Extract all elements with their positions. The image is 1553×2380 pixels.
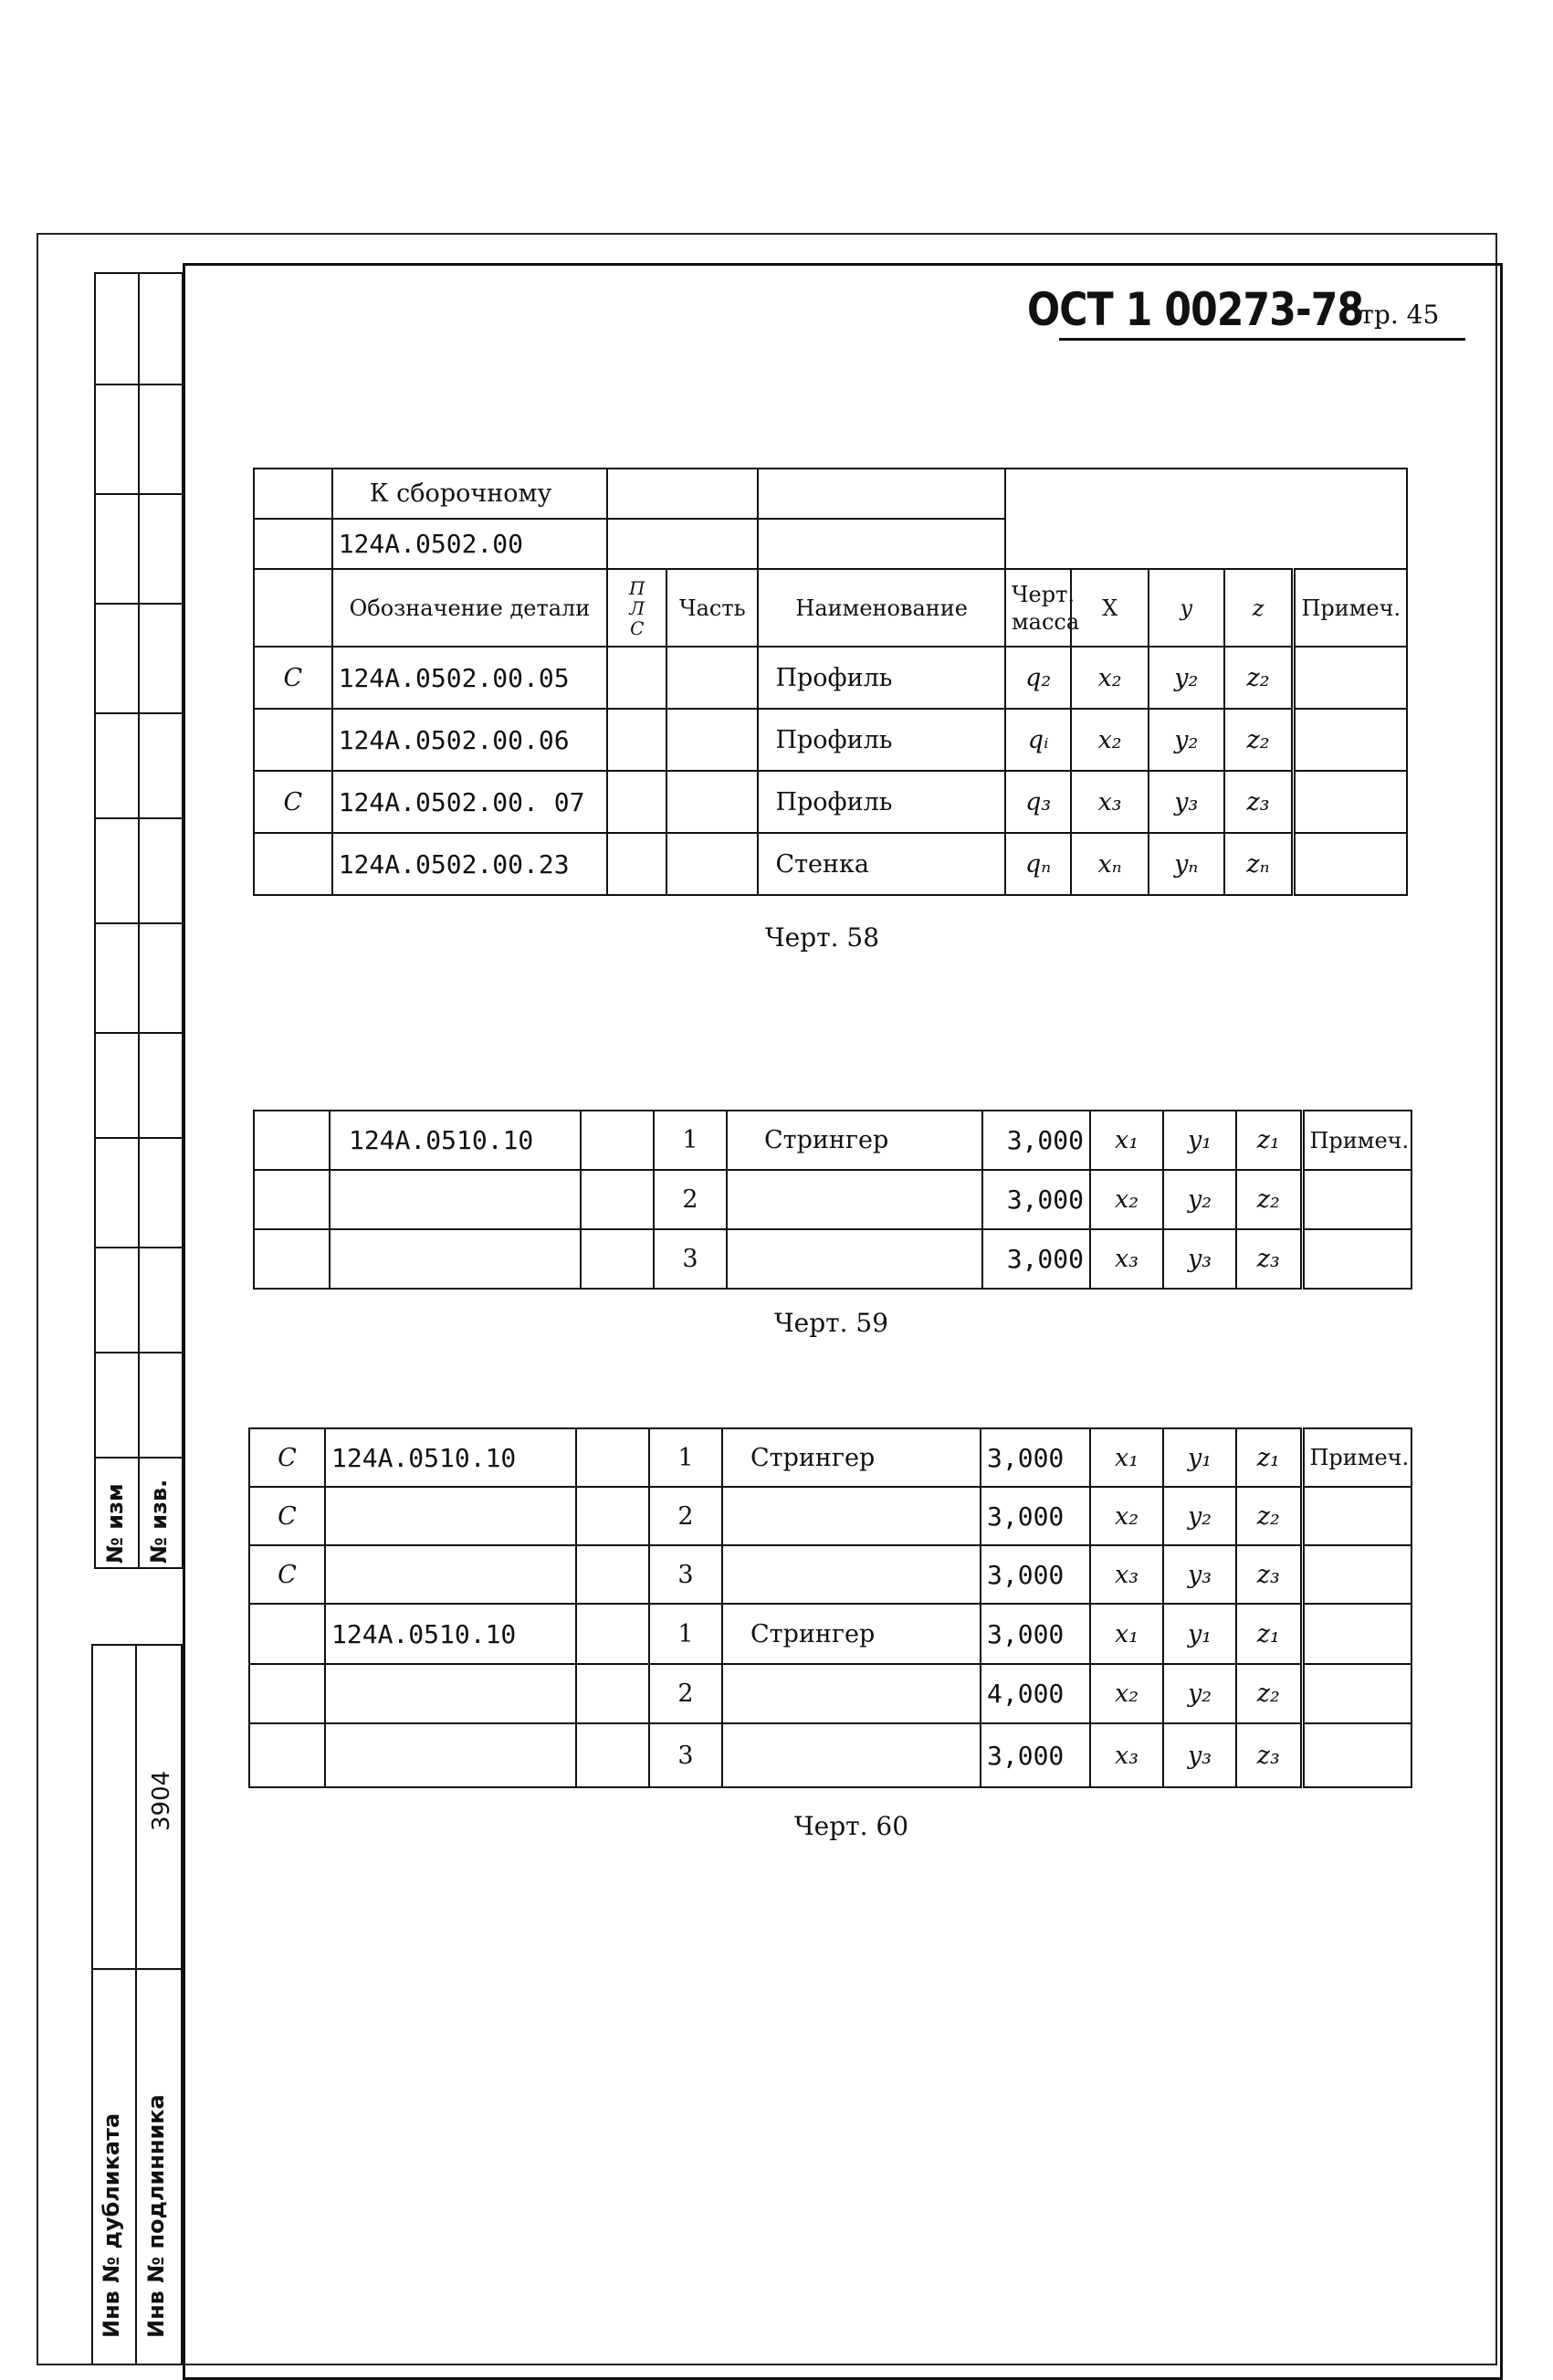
table-fig-60 <box>248 1427 1412 1788</box>
row-mark: С <box>254 771 332 833</box>
row-mass: 3,000 <box>982 1111 1090 1170</box>
row-y: y₂ <box>1163 1487 1236 1545</box>
row-code <box>325 1664 576 1723</box>
row-code: 124А.0502.00.05 <box>332 647 608 709</box>
row-name <box>722 1545 981 1604</box>
row-note: Примеч. <box>1302 1428 1411 1487</box>
row-name: Профиль <box>758 647 1005 709</box>
table-row <box>249 1604 1411 1664</box>
row-part: 3 <box>649 1545 722 1604</box>
row-mass: qᵢ <box>1005 709 1071 771</box>
row-x: x₃ <box>1090 1229 1163 1289</box>
row-z: z₃ <box>1236 1723 1302 1787</box>
row-mass: q₃ <box>1005 771 1071 833</box>
side-divider <box>94 384 184 385</box>
table-header-row <box>254 569 1407 647</box>
side-divider <box>94 817 184 819</box>
row-part: 2 <box>654 1170 727 1229</box>
row-part: 2 <box>649 1487 722 1545</box>
table-row <box>254 1170 1411 1229</box>
header-part: Часть <box>666 569 758 647</box>
side-divider <box>94 493 184 495</box>
side-stamp-column-2 <box>138 272 184 1569</box>
table-row <box>254 647 1407 709</box>
row-part: 1 <box>654 1111 727 1170</box>
row-x: xₙ <box>1071 833 1149 895</box>
row-x: x₂ <box>1071 709 1149 771</box>
row-x: x₃ <box>1090 1545 1163 1604</box>
side-divider <box>94 1032 184 1034</box>
side-divider <box>94 712 184 714</box>
row-code: 124А.0502.00.06 <box>332 709 608 771</box>
row-mass: qₙ <box>1005 833 1071 895</box>
table-row <box>249 1723 1411 1787</box>
side-izv-label: № изв. <box>146 1479 172 1564</box>
side-divider <box>94 1352 184 1353</box>
header-pls: П Л С <box>607 569 666 647</box>
row-z: z₁ <box>1236 1428 1302 1487</box>
row-name <box>722 1723 981 1787</box>
row-z: zₙ <box>1224 833 1294 895</box>
row-name <box>727 1229 982 1289</box>
row-code <box>330 1170 581 1229</box>
row-part: 2 <box>649 1664 722 1723</box>
table-row <box>254 1111 1411 1170</box>
row-x: x₂ <box>1090 1170 1163 1229</box>
side-inv-number: 3904 <box>148 1770 175 1831</box>
row-mark <box>254 709 332 771</box>
row-x: x₃ <box>1071 771 1149 833</box>
row-mass: 4,000 <box>981 1664 1090 1723</box>
row-x: x₃ <box>1090 1723 1163 1787</box>
caption-fig-58: Черт. 58 <box>765 922 880 953</box>
row-mass: 3,000 <box>981 1723 1090 1787</box>
row-x: x₁ <box>1090 1604 1163 1664</box>
row-mass: 3,000 <box>981 1604 1090 1664</box>
header-name: Наименование <box>758 569 1005 647</box>
side-divider <box>94 1457 184 1459</box>
row-mass: 3,000 <box>981 1428 1090 1487</box>
row-x: x₁ <box>1090 1428 1163 1487</box>
row-code: 124А.0510.10 <box>325 1604 576 1664</box>
row-code <box>325 1545 576 1604</box>
caption-fig-59: Черт. 59 <box>774 1308 889 1338</box>
row-mark <box>249 1723 325 1787</box>
standard-code: ОСТ 1 00273-78 <box>1027 283 1364 336</box>
row-z: z₂ <box>1236 1487 1302 1545</box>
row-mass: 3,000 <box>981 1487 1090 1545</box>
row-z: z₁ <box>1236 1111 1302 1170</box>
assembly-label: К сборочному <box>332 469 608 519</box>
side-dublikat-label: Инв № дубликата <box>99 2112 124 2338</box>
side-podlinnik-label: Инв № подлинника <box>143 2094 169 2338</box>
table-fig-59 <box>253 1110 1412 1290</box>
table-row <box>254 1229 1411 1289</box>
table-row <box>249 1487 1411 1545</box>
row-code <box>325 1723 576 1787</box>
row-code <box>330 1229 581 1289</box>
row-part: 3 <box>654 1229 727 1289</box>
assembly-code: 124А.0502.00 <box>332 519 608 569</box>
row-y: yₙ <box>1149 833 1224 895</box>
header-y: y <box>1149 569 1224 647</box>
row-mark: С <box>254 647 332 709</box>
row-name: Стрингер <box>727 1111 982 1170</box>
row-name <box>722 1664 981 1723</box>
row-part: 1 <box>649 1428 722 1487</box>
row-y: y₂ <box>1163 1664 1236 1723</box>
row-name <box>722 1487 981 1545</box>
row-mark <box>249 1604 325 1664</box>
row-y: y₃ <box>1163 1545 1236 1604</box>
row-mass: 3,000 <box>981 1545 1090 1604</box>
row-mark: С <box>249 1545 325 1604</box>
row-z: z₂ <box>1224 647 1294 709</box>
table-row <box>254 709 1407 771</box>
header-mass: Черт. масса <box>1005 569 1071 647</box>
side-divider <box>94 922 184 924</box>
table-row <box>254 833 1407 895</box>
row-mark <box>254 833 332 895</box>
row-name: Стенка <box>758 833 1005 895</box>
table-row <box>249 1664 1411 1723</box>
side-divider <box>94 603 184 605</box>
row-name: Стрингер <box>722 1604 981 1664</box>
row-z: z₃ <box>1224 771 1294 833</box>
row-mark: С <box>249 1487 325 1545</box>
header-z: z <box>1224 569 1294 647</box>
row-code <box>325 1487 576 1545</box>
row-mark <box>249 1664 325 1723</box>
row-mass: 3,000 <box>982 1229 1090 1289</box>
side-izm-label: № изм <box>102 1483 128 1564</box>
row-x: x₂ <box>1090 1487 1163 1545</box>
row-y: y₁ <box>1163 1428 1236 1487</box>
row-mass: q₂ <box>1005 647 1071 709</box>
row-note: Примеч. <box>1302 1111 1411 1170</box>
row-name: Профиль <box>758 771 1005 833</box>
row-z: z₃ <box>1236 1545 1302 1604</box>
row-z: z₂ <box>1236 1170 1302 1229</box>
side-stamp-column-1 <box>94 272 140 1569</box>
table-row <box>249 1545 1411 1604</box>
row-name: Профиль <box>758 709 1005 771</box>
header-designation: Обозначение детали <box>332 569 608 647</box>
row-y: y₁ <box>1163 1604 1236 1664</box>
table-row <box>249 1428 1411 1487</box>
page-number: Стр. 45 <box>1340 300 1440 330</box>
row-code: 124А.0502.00.23 <box>332 833 608 895</box>
row-name <box>727 1170 982 1229</box>
header-x: X <box>1071 569 1149 647</box>
row-y: y₃ <box>1163 1229 1236 1289</box>
row-z: z₁ <box>1236 1604 1302 1664</box>
row-mass: 3,000 <box>982 1170 1090 1229</box>
side-divider <box>94 1247 184 1248</box>
row-y: y₂ <box>1163 1170 1236 1229</box>
row-y: y₃ <box>1163 1723 1236 1787</box>
row-y: y₂ <box>1149 647 1224 709</box>
row-z: z₃ <box>1236 1229 1302 1289</box>
table-fig-58 <box>253 468 1408 896</box>
row-code: 124А.0510.10 <box>330 1111 581 1170</box>
row-y: y₂ <box>1149 709 1224 771</box>
row-code: 124А.0510.10 <box>325 1428 576 1487</box>
row-y: y₁ <box>1163 1111 1236 1170</box>
row-x: x₂ <box>1071 647 1149 709</box>
caption-fig-60: Черт. 60 <box>794 1811 909 1841</box>
side-divider <box>91 1968 183 1970</box>
header-underline <box>1059 338 1465 341</box>
row-x: x₂ <box>1090 1664 1163 1723</box>
table-row <box>254 469 1407 519</box>
row-name: Стрингер <box>722 1428 981 1487</box>
row-x: x₁ <box>1090 1111 1163 1170</box>
row-z: z₂ <box>1236 1664 1302 1723</box>
row-y: y₃ <box>1149 771 1224 833</box>
row-z: z₂ <box>1224 709 1294 771</box>
header-note: Примеч. <box>1294 569 1407 647</box>
row-part: 1 <box>649 1604 722 1664</box>
row-part: 3 <box>649 1723 722 1787</box>
row-mark: С <box>249 1428 325 1487</box>
side-divider <box>94 1137 184 1139</box>
row-code: 124А.0502.00. 07 <box>332 771 608 833</box>
table-row <box>254 771 1407 833</box>
